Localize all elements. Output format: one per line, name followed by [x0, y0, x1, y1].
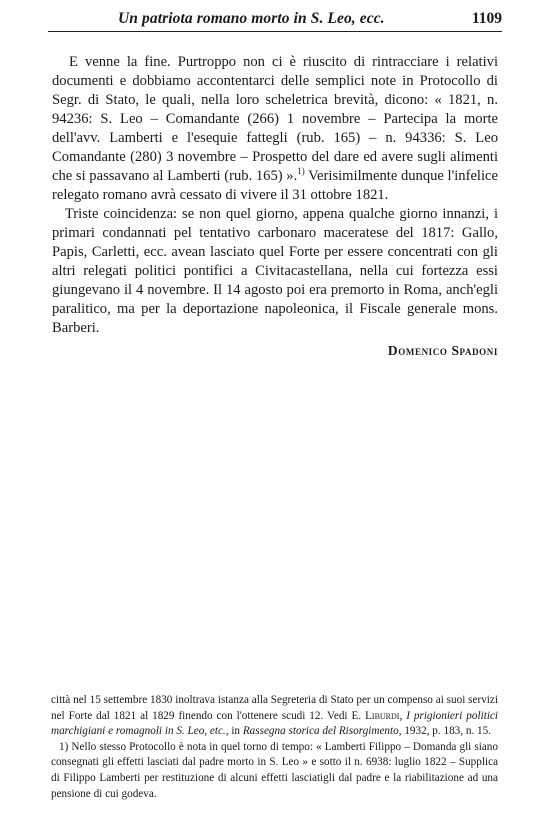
- cited-title: I prigionieri politici marchigiani e romagnoli in S. Leo, etc.,: [51, 709, 498, 738]
- footnote-continuation: [51, 693, 498, 740]
- header-rule: [48, 31, 502, 32]
- paragraph-1-text: E venne la fine. Purtroppo non ci è riuscito di rintracciare i relativi documenti e dobbiamo accontentarci delle semplici note in Protocollo di Segr. di Stato, le quali, nella loro scheletrica brevità, dicono: « 1821, n. 94236: S. Leo – Comandante (266) 1 novembre – Partecipa la morte dell'avv. Lamberti e l'esequie fattegli (rub. 165) – n. 94336: S. Leo Comandante (280) 3 novembre – Prospetto del dare ed avere sugli alimenti che si passavano al Lamberti (rub. 165) ».: [52, 54, 499, 184]
- paragraph-2: [52, 205, 498, 338]
- footnote-in: in: [228, 725, 243, 738]
- footnote-1: [51, 740, 498, 802]
- running-title: Un patriota romano morto in S. Leo, ecc.: [118, 10, 385, 27]
- paragraph-1: [52, 53, 498, 205]
- paragraph-2-text: Triste coincidenza: se non quel giorno, appena qualche giorno innanzi, i primari condannati pel tentativo carbonaro maceratese del 1817: Gallo, Papis, Carletti, ecc. avean lasciato quel Forte per essere concentrati con gli altri relegati politici pontifici a Civitacastellana, nella cui fortezza essi giungevano il 4 novembre. Il 14 agosto poi era premorto in Roma, anch'egli paralitico, ma per la deportazione napoleonica, il Fiscale generale mons. Barberi.: [52, 206, 498, 336]
- footnote-reference: 1): [297, 166, 305, 177]
- page-number: 1109: [471, 10, 502, 27]
- cited-journal: Rassegna storica del Risorgimento,: [242, 725, 402, 738]
- author-signature: Domenico Spadoni: [387, 343, 498, 358]
- main-text: [52, 53, 498, 338]
- paragraph-1-end: Verisimilmente dunque l'infelice relegato romano avrà cessato di vivere il 31 ottobre 1821.: [52, 168, 498, 203]
- running-header: [48, 6, 502, 30]
- footnote-1-marker: 1): [59, 740, 69, 753]
- footnote-continuation-text: città nel 15 settembre 1830 inoltrava istanza alla Segreteria di Stato per un compenso ai suoi servizi nel Forte dal 1821 al 1829 finendo con l'ottenere scudi 12. Vedi: [51, 694, 498, 722]
- cited-author: E. Liburdi,: [351, 709, 403, 722]
- footnote-1-text: Nello stesso Protocollo è nota in quel torno di tempo: « Lamberti Filippo – Domanda gli siano consegnati gli effetti lasciati dal padre morto in S. Leo » e sotto il n. 6938: luglio 1822 – Supplica di Filippo Lamberti per restituzione di alcuni effetti lasciatigli dal padre e la riabilitazione ad una pensione di cui godeva.: [51, 740, 498, 800]
- footnotes: [51, 693, 498, 802]
- footnote-citation-end: 1932, p. 183, n. 15.: [401, 725, 492, 738]
